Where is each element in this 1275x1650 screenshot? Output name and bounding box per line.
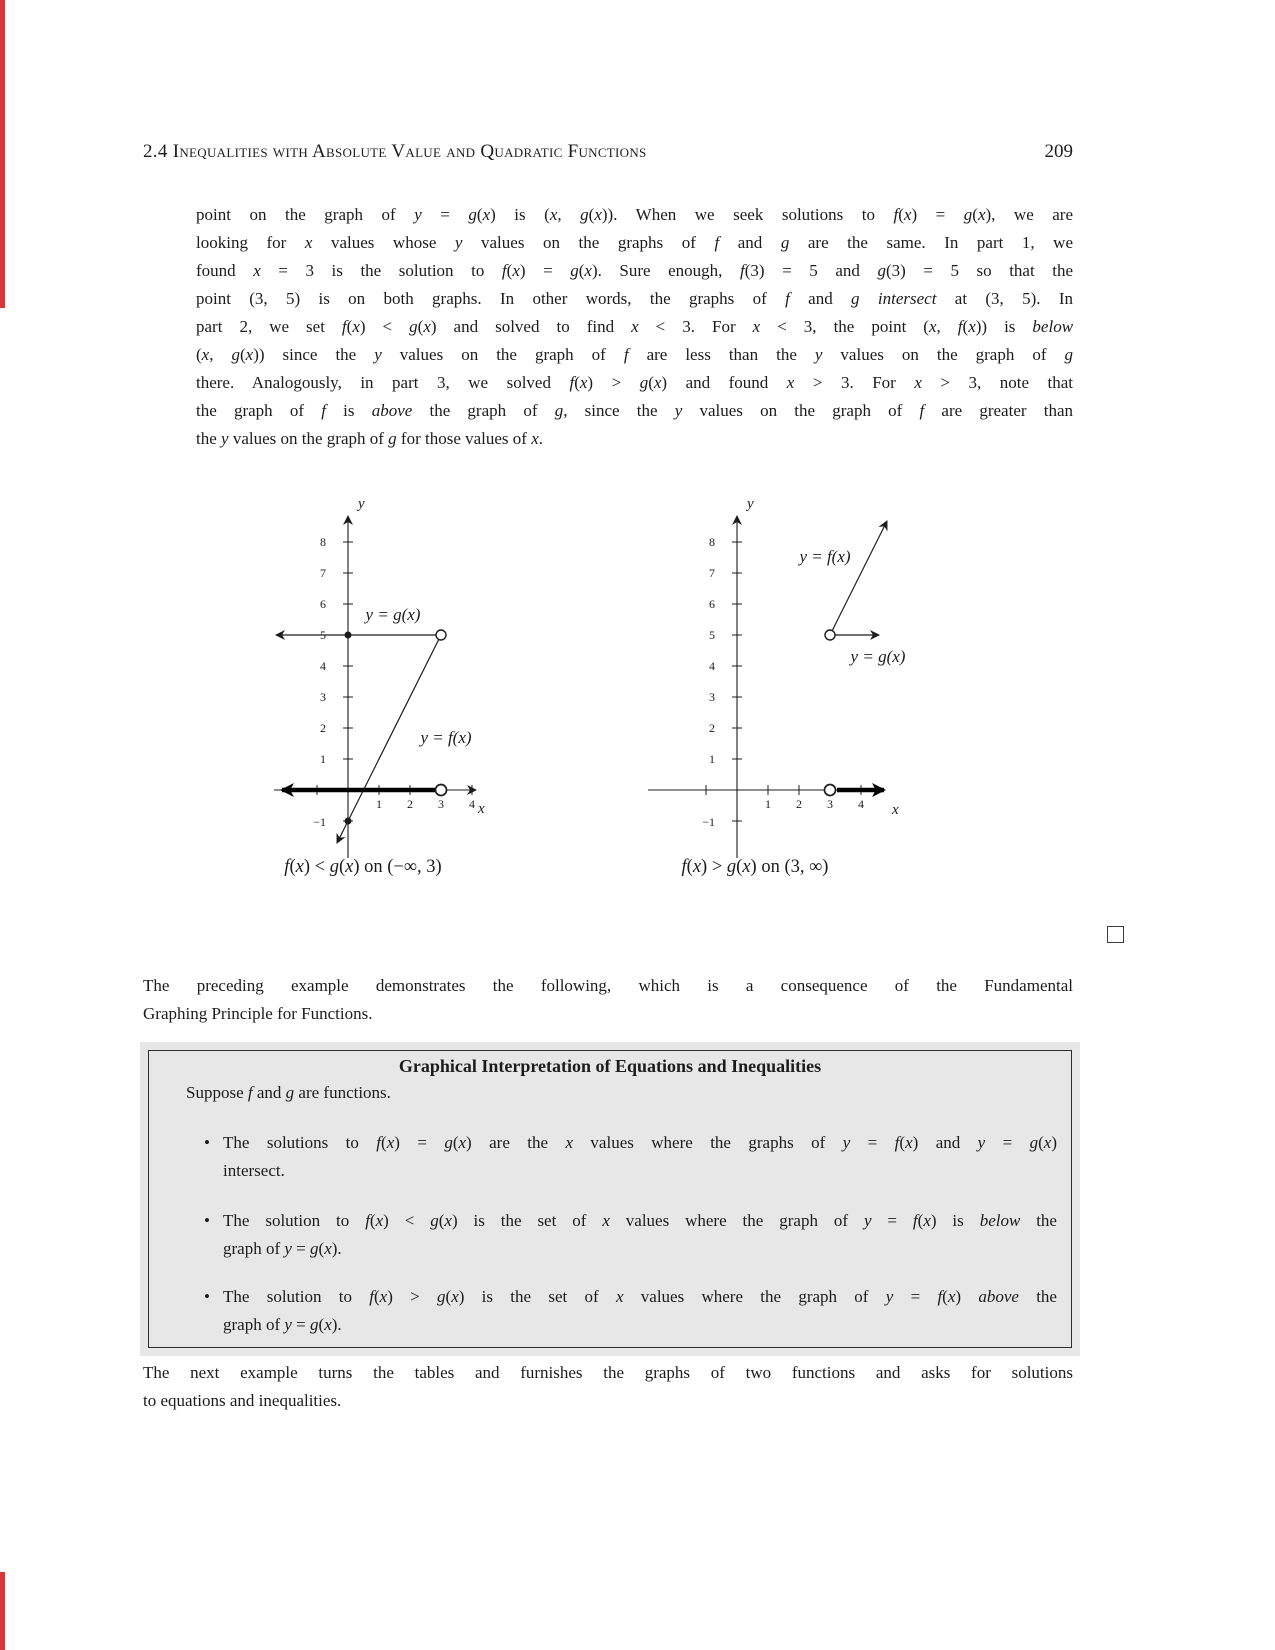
scan-edge-red-top (0, 0, 5, 308)
body-paragraph-1 (196, 201, 1073, 453)
svg-text:4: 4 (320, 659, 326, 673)
svg-text:2: 2 (709, 721, 715, 735)
text-line: The preceding example demonstrates the following, which is a consequence of the Fundamental (143, 976, 1073, 995)
svg-text:3: 3 (709, 690, 715, 704)
solid-point-0-5 (345, 632, 352, 639)
svg-text:4: 4 (858, 797, 864, 811)
text-line: The solution to f(x) < g(x) is the set of x values where the graph of y = f(x) is below the (223, 1211, 1057, 1230)
f-curve-label: y = f(x) (420, 728, 472, 747)
svg-text:4: 4 (709, 659, 715, 673)
svg-text:7: 7 (709, 566, 715, 580)
text-line: to equations and inequalities. (143, 1391, 342, 1410)
bullet-item-3 (201, 1283, 1057, 1339)
text-line: (x, g(x)) since the y values on the graph of f are less than the y values on the graph of g (196, 345, 1073, 364)
text-line: Graphing Principle for Functions. (143, 1004, 373, 1023)
svg-text:8: 8 (709, 535, 715, 549)
f-line (830, 521, 887, 635)
svg-text:2: 2 (796, 797, 802, 811)
svg-text:3: 3 (827, 797, 833, 811)
svg-text:3: 3 (320, 690, 326, 704)
g-curve-label: y = g(x) (850, 647, 906, 666)
callout-intro: Suppose f and g are functions. (186, 1083, 391, 1102)
caption-left: f(x) < g(x) on (−∞, 3) (284, 857, 442, 877)
svg-text:1: 1 (765, 797, 771, 811)
svg-text:3: 3 (438, 797, 444, 811)
svg-text:4: 4 (469, 797, 475, 811)
page-number: 209 (1044, 141, 1073, 162)
svg-text:6: 6 (320, 597, 326, 611)
svg-text:7: 7 (320, 566, 326, 580)
bullet-icon: • (204, 1287, 210, 1306)
text-line: there. Analogously, in part 3, we solved f(x) > g(x) and found x > 3. For x > 3, note that (196, 373, 1073, 392)
g-curve-label: y = g(x) (365, 605, 421, 624)
graph-right (620, 470, 920, 862)
solid-point-0-neg1 (345, 818, 352, 825)
graph-left (260, 470, 500, 862)
x-tick-labels (765, 797, 864, 811)
text-line: graph of y = g(x). (223, 1315, 342, 1334)
callout-box-title: Graphical Interpretation of Equations and Inequalities (398, 1056, 822, 1076)
text-line: the graph of f is above the graph of g, since the y values on the graph of f are greater than (196, 401, 1073, 420)
text-line: part 2, we set f(x) < g(x) and solved to find x < 3. For x < 3, the point (x, f(x)) is below (196, 317, 1074, 336)
open-endpoint-3-0 (825, 785, 836, 796)
svg-text:5: 5 (709, 628, 715, 642)
text-line: The next example turns the tables and furnishes the graphs of two functions and asks for solutions (143, 1363, 1073, 1382)
callout-box (140, 1042, 1080, 1356)
svg-text:2: 2 (320, 721, 326, 735)
caption-right: f(x) > g(x) on (3, ∞) (681, 857, 829, 877)
open-endpoint-3-0 (436, 785, 447, 796)
qed-symbol (1107, 926, 1124, 943)
page-header (143, 141, 1073, 163)
text-line: intersect. (223, 1161, 285, 1180)
x-tick-labels (376, 797, 475, 811)
body-paragraph-3 (143, 1359, 1073, 1415)
f-curve-label: y = f(x) (799, 547, 851, 566)
section-title: Inequalities with Absolute Value and Quadratic Functions (172, 141, 647, 162)
text-line: point (3, 5) is on both graphs. In other words, the graphs of f and g intersect at (3, 5). In (196, 289, 1074, 308)
svg-text:2: 2 (407, 797, 413, 811)
y-tick-labels (313, 535, 326, 829)
text-line: looking for x values whose y values on the graphs of f and g are the same. In part 1, we (196, 233, 1073, 252)
section-heading (143, 141, 647, 163)
svg-text:1: 1 (709, 752, 715, 766)
svg-text:6: 6 (709, 597, 715, 611)
x-axis-label: x (892, 802, 899, 818)
text-line: the y values on the graph of g for those values of x. (196, 429, 544, 448)
svg-text:5: 5 (320, 628, 326, 642)
text-line: The solution to f(x) > g(x) is the set of x values where the graph of y = f(x) above the (223, 1287, 1057, 1306)
text-line: graph of y = g(x). (223, 1239, 342, 1258)
bullet-icon: • (204, 1133, 210, 1152)
bullet-item-2 (201, 1207, 1057, 1263)
text-line: The solutions to f(x) = g(x) are the x values where the graphs of y = f(x) and y = g(x) (223, 1133, 1058, 1152)
y-axis-label: y (747, 496, 754, 512)
text-line: point on the graph of y = g(x) is (x, g(x)). When we seek solutions to f(x) = g(x), we are (196, 205, 1074, 224)
x-axis-label: x (478, 801, 485, 817)
text-line: found x = 3 is the solution to f(x) = g(x). Sure enough, f(3) = 5 and g(3) = 5 so that the (196, 261, 1074, 280)
body-paragraph-2 (143, 972, 1073, 1028)
callout-box-border (148, 1050, 1072, 1348)
bullet-item-1 (201, 1129, 1057, 1185)
bullet-icon: • (204, 1211, 210, 1230)
scan-edge-red-bottom (0, 1572, 5, 1650)
section-number: 2.4 (143, 141, 168, 162)
svg-text:−1: −1 (702, 815, 715, 829)
y-tick-labels (702, 535, 715, 829)
svg-text:1: 1 (320, 752, 326, 766)
open-endpoint-3-5 (825, 630, 835, 640)
svg-text:8: 8 (320, 535, 326, 549)
svg-text:−1: −1 (313, 815, 326, 829)
open-endpoint-3-5 (436, 630, 446, 640)
svg-text:1: 1 (376, 797, 382, 811)
y-axis-label: y (358, 496, 365, 512)
